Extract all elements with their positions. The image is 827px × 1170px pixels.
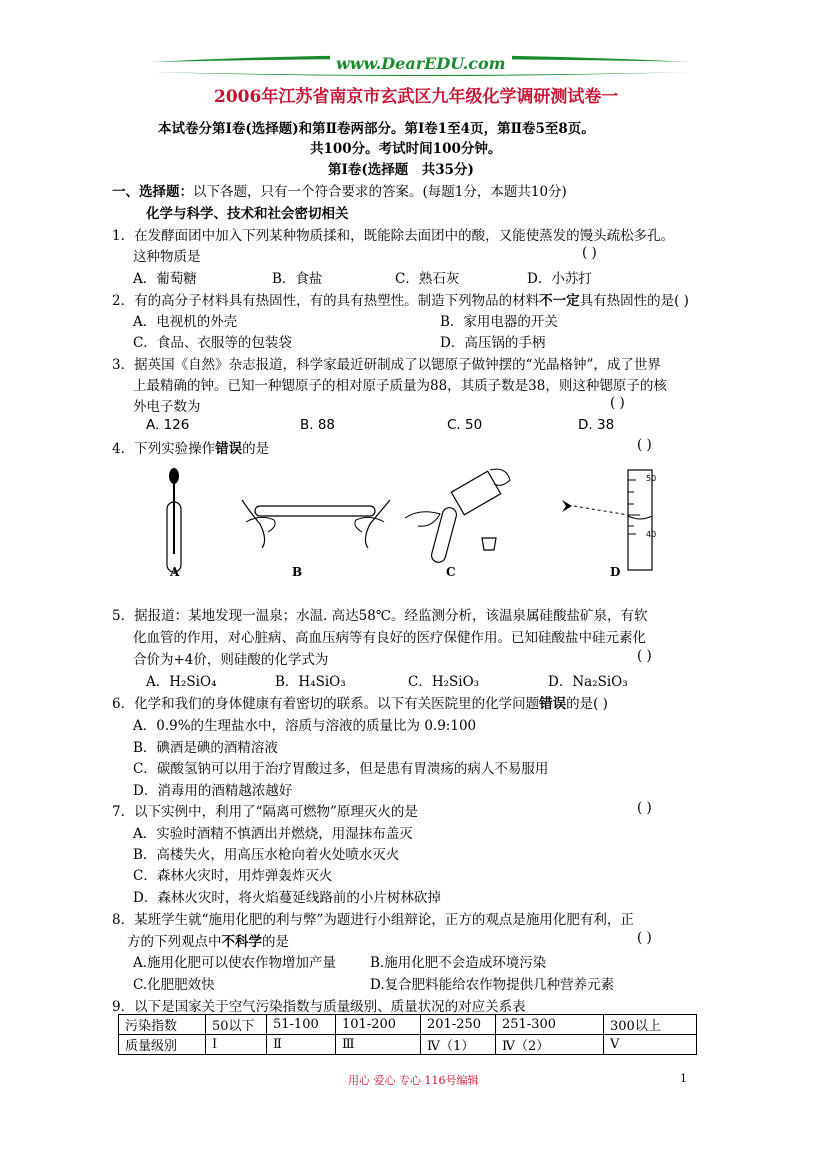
intro-line-1: 本试卷分第Ⅰ卷(选择题)和第Ⅱ卷两部分。第Ⅰ卷1至4页，第Ⅱ卷5至8页。: [158, 121, 595, 137]
q4-lab-illustrations: [150, 462, 670, 586]
figure-d-reading-cylinder: [562, 470, 652, 570]
q4-stem: [112, 437, 269, 457]
cylinder-mark-40: 40: [646, 530, 657, 539]
pollution-index-table: [118, 1014, 697, 1055]
q3-answer-paren: ( ): [610, 395, 625, 411]
q5-stem-3: 合价为+4价，则硅酸的化学式为: [133, 652, 329, 668]
q4-stem-end: 的是: [242, 441, 270, 457]
cylinder-mark-50: 50: [646, 474, 657, 483]
table-cell: Ⅳ（2）: [496, 1035, 604, 1055]
q4-keyword: 错误: [215, 441, 243, 457]
q8-option-b: B.施用化肥不会造成环境污染: [370, 955, 547, 971]
q2-option-c: C．食品、衣服等的包装袋: [133, 335, 292, 351]
q5-option-b: B．H₄SiO₃: [275, 674, 346, 690]
site-banner: www.DearEDU.com: [330, 54, 512, 73]
q7-option-b: B．高楼失火，用高压水枪向着火处喷水灭火: [133, 847, 400, 863]
q6-stem: [112, 692, 608, 712]
q7-option-d: D．森林火灾时，将火焰蔓延线路前的小片树林砍掉: [133, 890, 441, 906]
q8-stem-part: 方的下列观点中: [127, 934, 222, 950]
intro-line-2: 共100分。考试时间100分钟。: [310, 141, 502, 157]
q3-option-a: A. 126: [146, 417, 190, 433]
table-row: [119, 1015, 697, 1035]
section-heading: [112, 180, 567, 200]
q1-stem-2: 这种物质是: [133, 249, 201, 265]
q1-stem: 1．在发酵面团中加入下列某种物质揉和，既能除去面团中的酸，又能使蒸发的馒头疏松多孔。: [112, 228, 675, 244]
page-number: 1: [680, 1072, 687, 1085]
q6-keyword: 错误: [539, 696, 567, 712]
q1-answer-paren: ( ): [582, 245, 597, 261]
table-cell: 251-300: [496, 1015, 604, 1035]
figure-a-dropper-in-tube: [167, 468, 181, 572]
q7-option-c: C．森林火灾时，用炸弹轰炸灭火: [133, 868, 333, 884]
figure-label-a: A: [170, 565, 180, 579]
q8-stem-2: [127, 930, 289, 950]
table-cell: Ⅰ: [206, 1035, 267, 1055]
footer-text: 用心 爱心 专心 116号编辑: [348, 1074, 479, 1087]
page-title: 2006年江苏省南京市玄武区九年级化学调研测试卷一: [214, 87, 619, 107]
section-instructions: 以下各题，只有一个符合要求的答案。(每题1分，本题共10分): [193, 184, 567, 200]
q2-option-d: D．高压锅的手柄: [440, 335, 546, 351]
q5-option-a: A．H₂SiO₄: [146, 674, 217, 690]
q1-option-a: A．葡萄糖: [133, 271, 197, 287]
table-cell: 300以上: [604, 1015, 697, 1035]
q6-stem-part: 6．化学和我们的身体健康有着密切的联系。以下有关医院里的化学问题: [112, 696, 540, 712]
q8-stem-end: 的是: [262, 934, 289, 950]
q1-option-d: D．小苏打: [527, 271, 592, 287]
q2-option-a: A．电视机的外壳: [133, 314, 238, 330]
q6-option-b: B．碘酒是碘的酒精溶液: [133, 740, 278, 756]
q3-option-d: D. 38: [578, 417, 615, 433]
table-cell: 质量级别: [119, 1035, 206, 1055]
q7-answer-paren: ( ): [637, 800, 652, 816]
q3-option-b: B. 88: [300, 417, 336, 433]
figure-label-d: D: [610, 565, 621, 579]
q8-option-c: C.化肥肥效快: [133, 977, 215, 993]
q2-stem-part: 2．有的高分子材料具有热固性，有的具有热塑性。制造下列物品的材料: [112, 293, 540, 309]
table-cell: 201-250: [421, 1015, 496, 1035]
q2-keyword: 不一定: [539, 293, 580, 309]
figure-b-hands-holding-tube: [242, 500, 390, 548]
part-heading: 第Ⅰ卷(选择题 共35分): [328, 162, 474, 178]
q5-option-c: C．H₂SiO₃: [408, 674, 480, 690]
q5-option-d: D．Na₂SiO₃: [548, 674, 628, 690]
q6-stem-end: 的是( ): [566, 696, 608, 712]
q9-stem: 9．以下是国家关于空气污染指数与质量级别、质量状况的对应关系表: [112, 999, 526, 1015]
q8-option-d: D.复合肥料能给农作物提供几种营养元素: [370, 977, 615, 993]
q4-answer-paren: ( ): [637, 437, 652, 453]
table-cell: 101-200: [336, 1015, 421, 1035]
q7-option-a: A．实验时酒精不慎洒出并燃烧，用湿抹布盖灭: [133, 826, 413, 842]
table-cell: 50以下: [206, 1015, 267, 1035]
q2-option-b: B．家用电器的开关: [440, 314, 558, 330]
q3-stem-2: 上最精确的钟。已知一种锶原子的相对原子质量为88，其质子数是38，则这种锶原子的核: [133, 378, 667, 394]
figure-c-pouring-liquid: [405, 469, 510, 564]
q2-stem: [112, 289, 689, 309]
q3-stem: 3．据英国《自然》杂志报道，科学家最近研制成了以锶原子做钟摆的“光晶格钟”，成了世界: [112, 357, 661, 373]
table-cell: Ⅱ: [267, 1035, 336, 1055]
q5-stem-2: 化血管的作用，对心脏病、高血压病等有良好的医疗保健作用。已知硅酸盐中硅元素化: [133, 630, 646, 646]
q2-stem-end: 具有热固性的是( ): [579, 293, 689, 309]
q7-stem: 7．以下实例中，利用了“隔离可燃物”原理灭火的是: [112, 804, 418, 820]
table-row: [119, 1035, 697, 1055]
q4-stem-part: 4．下列实验操作: [112, 441, 216, 457]
table-cell: Ⅳ（1）: [421, 1035, 496, 1055]
q8-stem: 8．某班学生就“施用化肥的利与弊”为题进行小组辩论，正方的观点是施用化肥有利，正: [112, 912, 634, 928]
q8-answer-paren: ( ): [637, 930, 652, 946]
q6-option-c: C．碳酸氢钠可以用于治疗胃酸过多，但是患有胃溃疡的病人不易服用: [133, 761, 549, 777]
q5-answer-paren: ( ): [637, 648, 652, 664]
table-cell: 51-100: [267, 1015, 336, 1035]
figure-label-c: C: [446, 565, 456, 579]
section-title: 一、选择题：: [112, 184, 193, 200]
q6-option-a: A．0.9%的生理盐水中，溶质与溶液的质量比为 0.9:100: [133, 718, 477, 734]
table-cell: 污染指数: [119, 1015, 206, 1035]
q8-keyword: 不科学: [221, 934, 262, 950]
q8-option-a: A.施用化肥可以使农作物增加产量: [133, 955, 337, 971]
figure-label-b: B: [292, 565, 303, 579]
q1-option-c: C．熟石灰: [395, 271, 460, 287]
q1-option-b: B．食盐: [272, 271, 323, 287]
q5-stem: 5．据报道：某地发现一温泉；水温. 高达58℃。经监测分析，该温泉属硅酸盐矿泉，有软: [112, 608, 648, 624]
table-cell: Ⅲ: [336, 1035, 421, 1055]
q3-stem-3: 外电子数为: [133, 399, 201, 415]
q3-option-c: C. 50: [447, 417, 483, 433]
q6-option-d: D．消毒用的酒精越浓越好: [133, 783, 293, 799]
section-subheading: 化学与科学、技术和社会密切相关: [146, 206, 349, 222]
table-cell: Ⅴ: [604, 1035, 697, 1055]
